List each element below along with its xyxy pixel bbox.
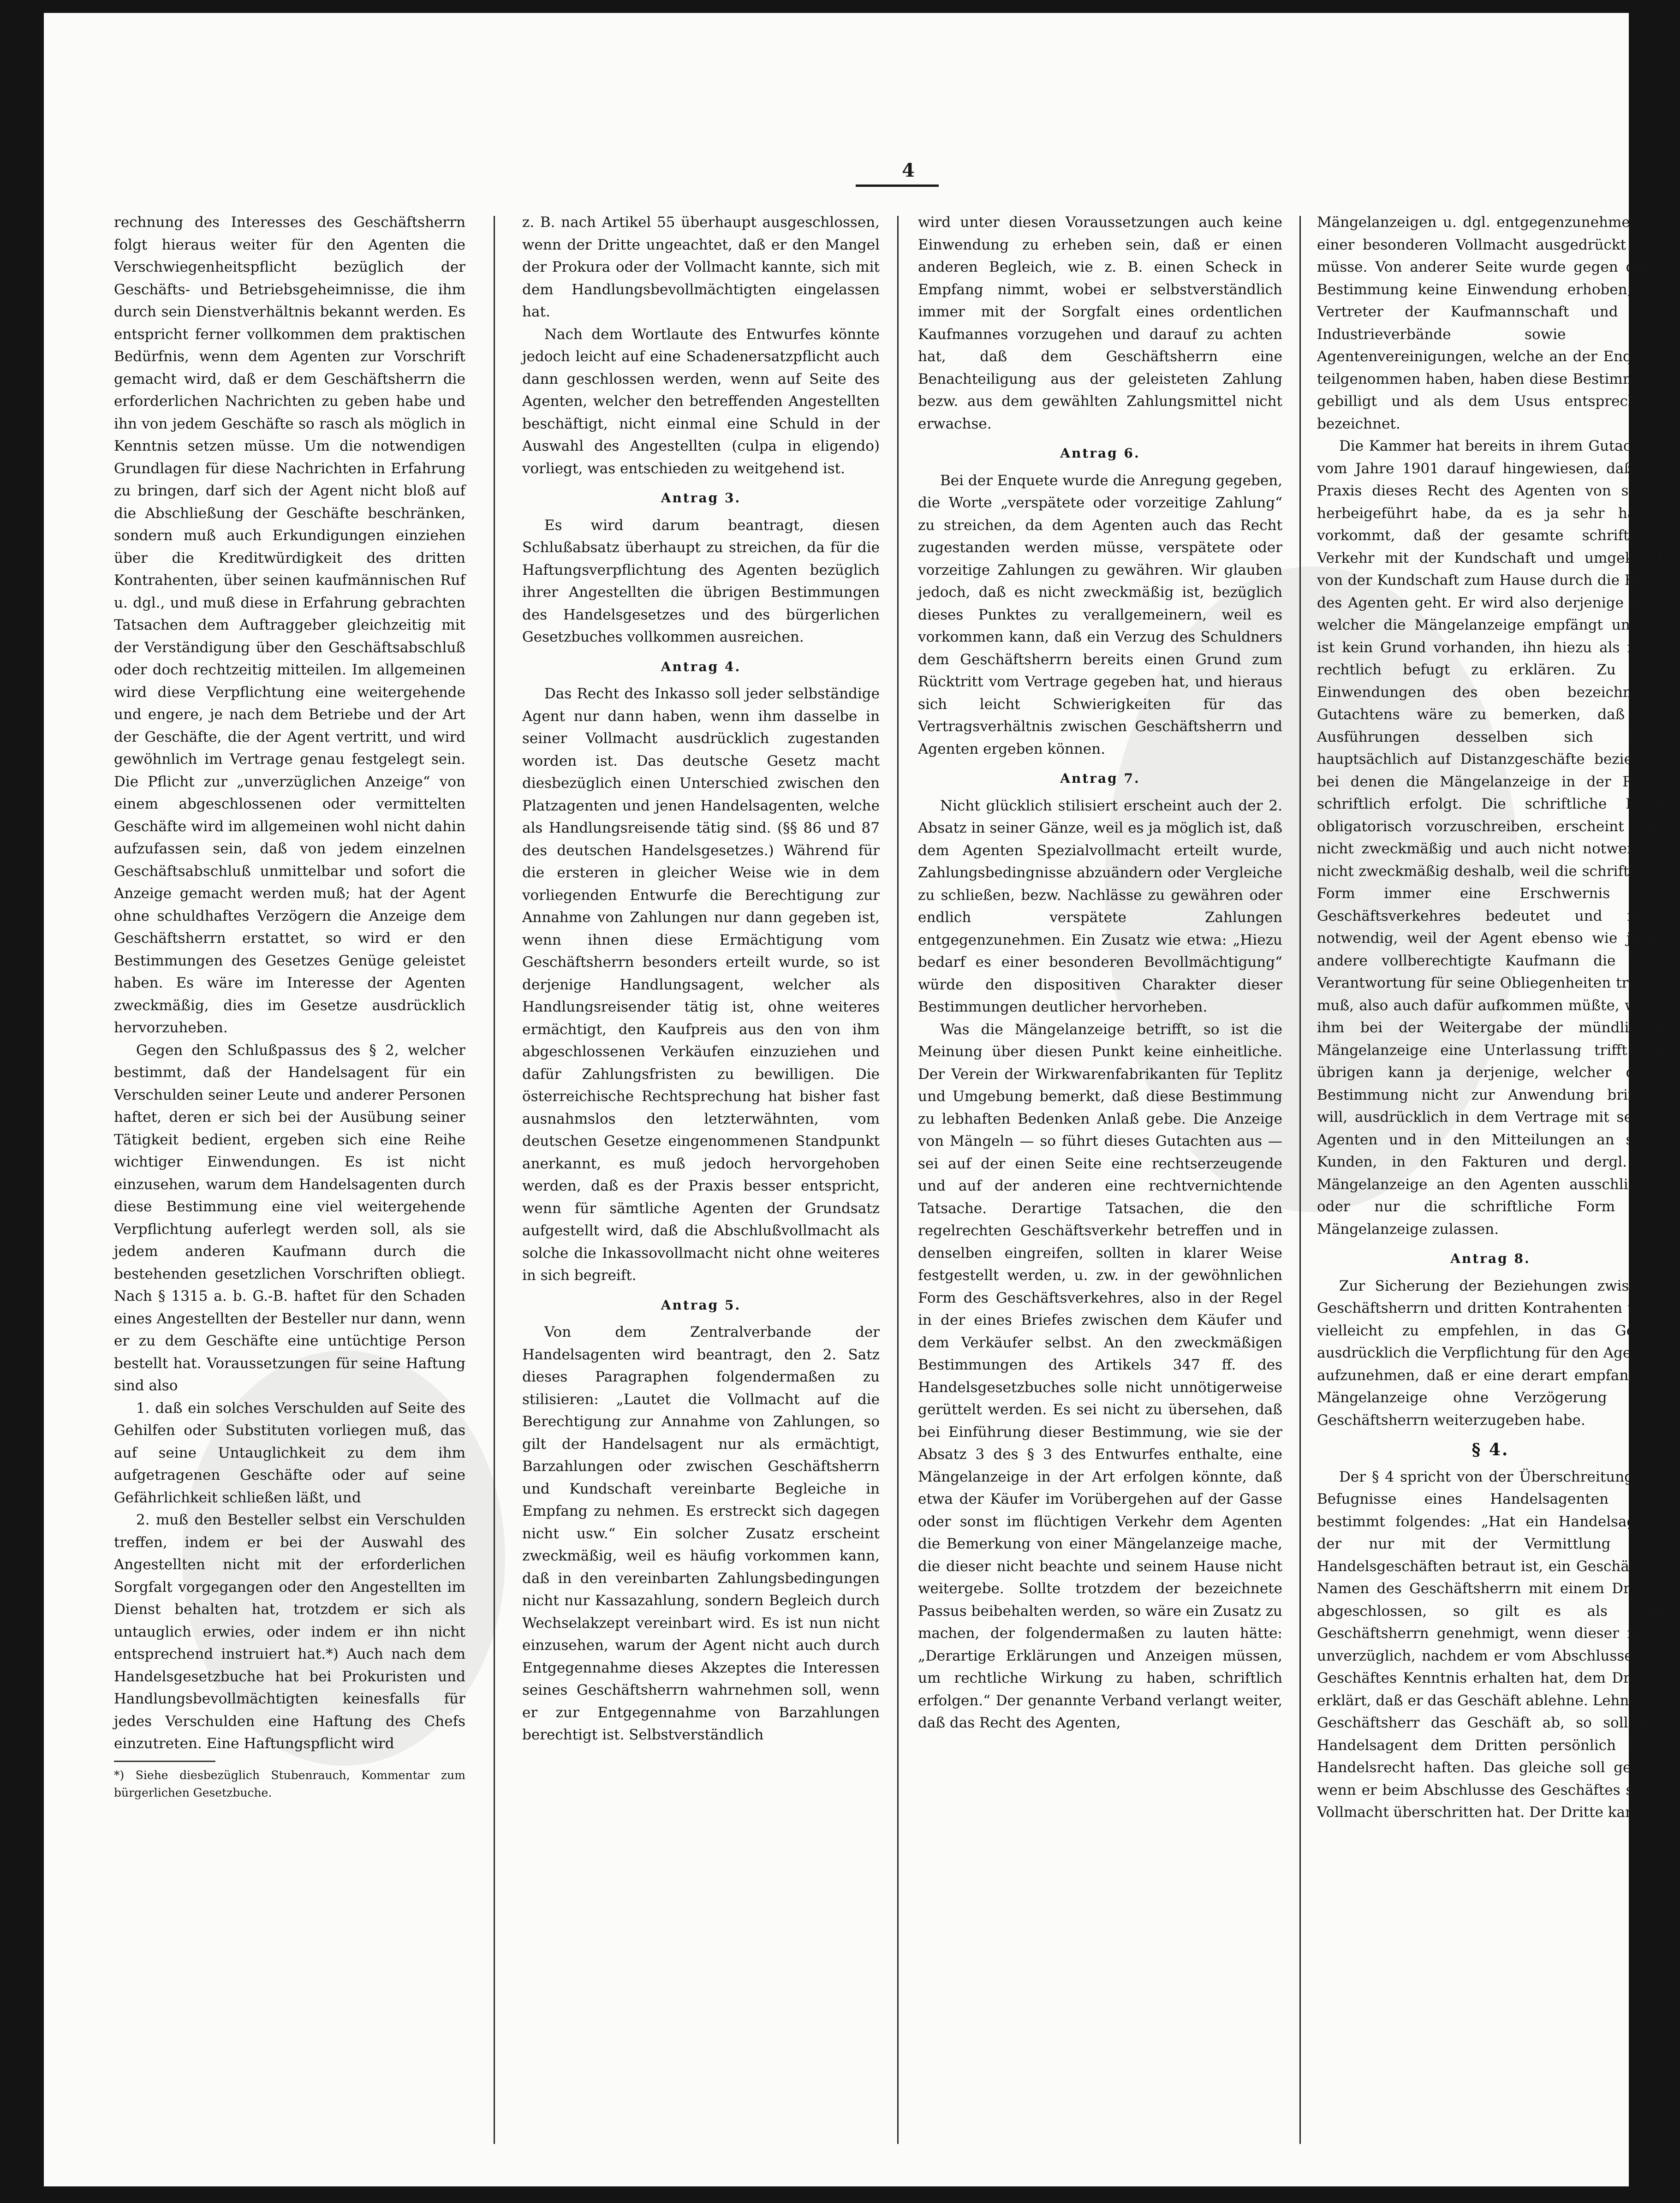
- motion-heading: Antrag 3.: [661, 490, 741, 506]
- paragraph: Gegen den Schlußpassus des § 2, welcher bestimmt, daß der Handelsagent für ein Verschulden seiner Leute und anderer Personen haftet, deren er sich bei der Ausübung seiner Tätigkeit bedient, ergeben sich eine Reihe wichtiger Einwendungen. Es ist nicht einzusehen, warum dem Handelsagenten durch diese Bestimmung eine viel weitergehende Verpflichtung auferlegt werden soll, als sie jedem anderen Kaufmann durch die bestehenden gesetzlichen Vorschriften obliegt. Nach § 1315 a. b. G.-B. haftet für den Schaden eines Angestellten der Besteller nur dann, wenn er zu dem Geschäfte eine untüchtige Person bestellt hat. Voraussetzungen für seine Haftung sind also: [114, 1042, 465, 1394]
- motion-heading: Antrag 7.: [1060, 771, 1140, 786]
- column-separator: [897, 216, 899, 2144]
- motion-heading: Antrag 4.: [661, 659, 741, 674]
- paragraph: z. B. nach Artikel 55 überhaupt ausgeschlossen, wenn der Dritte ungeachtet, daß er den Mangel der Prokura oder der Vollmacht kannte, sich mit dem Handlungsbevollmächtigten eingelassen hat.: [522, 214, 880, 320]
- column-1: [114, 211, 465, 2153]
- footnote-rule: [114, 1761, 215, 1762]
- paragraph: Es wird darum beantragt, diesen Schlußabsatz überhaupt zu streichen, da für die Haftungsverpflichtung des Agenten bezüglich ihrer Angestellten die übrigen Bestimmungen des Handelsgesetzes und des bürgerlichen Gesetzbuches vollkommen ausreichen.: [522, 517, 880, 645]
- paragraph: Nach dem Wortlaute des Entwurfes könnte jedoch leicht auf eine Schadenersatzpflicht auch dann geschlossen werden, wenn auf Seite des Agenten, welcher den betreffenden Angestellten beschäftigt, nicht einmal eine Schuld in der Auswahl des Angestellten (culpa in eligendo) vorliegt, was entschieden zu weitgehend ist.: [522, 326, 880, 477]
- paragraph: wird unter diesen Voraussetzungen auch keine Einwendung zu erheben sein, daß er einen anderen Begleich, wie z. B. einen Scheck in Empfang nimmt, wobei er selbstverständlich immer mit der Sorgfalt eines ordentlichen Kaufmannes vorzugehen und darauf zu achten hat, daß dem Geschäftsherrn eine Benachteiligung aus der geleisteten Zahlung bezw. aus dem gewählten Zahlungsmittel nicht erwachse.: [918, 214, 1282, 432]
- newspaper-page: [44, 13, 1664, 2186]
- paragraph: 1. daß ein solches Verschulden auf Seite des Gehilfen oder Substituten vorliegen muß, das auf seine Untauglichkeit zu dem ihm aufgetragenen Geschäfte oder auf seine Gefährlichkeit schließen läßt, und: [114, 1399, 465, 1506]
- paragraph: rechnung des Interesses des Geschäftsherrn folgt hieraus weiter für den Agenten die Verschwiegenheitspflicht bezüglich der Geschäfts- und Betriebsgeheimnisse, die ihm durch sein Dienstverhältnis bekannt werden. Es entspricht ferner vollkommen dem praktischen Bedürfnis, wenn dem Agenten zur Vorschrift gemacht wird, daß er dem Geschäftsherrn die erforderlichen Nachrichten zu geben habe und ihn von jedem Geschäfte so rasch als möglich in Kenntnis setzen müsse. Um die notwendigen Grundlagen für diese Nachrichten in Erfahrung zu bringen, darf sich der Agent nicht bloß auf die Abschließung der Geschäfte beschränken, sondern muß auch Erkundigungen einziehen über die Kreditwürdigkeit des dritten Kontrahenten, über seinen kaufmännischen Ruf u. dgl., und muß diese in Erfahrung gebrachten Tatsachen dem Auftraggeber gleichzeitig mit der Verständigung über den Geschäftsabschluß oder doch rechtzeitig mitteilen. Im allgemeinen wird diese Verpflichtung eine weitergehende und engere, je nach dem Betriebe und der Art der Geschäfte, die der Agent vertritt, und wird gewöhnlich im Vertrage genau festgelegt sein. Die Pflicht zur „unverzüglichen Anzeige“ von einem abgeschlossenen oder vermittelten Geschäfte wird im allgemeinen wohl nicht dahin aufzufassen sein, daß von jedem einzelnen Geschäftsabschluß unmittelbar und sofort die Anzeige gemacht werden muß; hat der Agent ohne schuldhaftes Verzögern die Anzeige dem Geschäftsherrn erstattet, so wird er den Bestimmungen des Gesetzes Genüge geleistet haben. Es wäre im Interesse der Agenten zweckmäßig, dies im Gesetze ausdrücklich hervorzuheben.: [114, 214, 465, 1036]
- column-3: [918, 211, 1282, 2153]
- paragraph: Zur Sicherung der Beziehungen zwischen Geschäftsherrn und dritten Kontrahenten wäre vielleicht zu empfehlen, in das Gesetz ausdrücklich die Verpflichtung für den Agenten aufzunehmen, daß er eine derart empfangene Mängelanzeige ohne Verzögerung dem Geschäftsherrn weiterzugeben habe.: [1317, 1277, 1664, 1429]
- column-separator: [494, 216, 495, 2144]
- motion-heading: Antrag 6.: [1060, 446, 1140, 461]
- column-4: [1317, 211, 1664, 2153]
- section-heading: § 4.: [1471, 1440, 1509, 1459]
- page-number: 4: [902, 160, 916, 181]
- motion-heading: Antrag 8.: [1450, 1251, 1531, 1266]
- footnote: *) Siehe diesbezüglich Stubenrauch, Kommentar zum bürgerlichen Gesetzbuche.: [114, 1768, 465, 1799]
- paragraph: Von dem Zentralverbande der Handelsagenten wird beantragt, den 2. Satz dieses Paragraphen folgendermaßen zu stilisieren: „Lautet die Vollmacht auf die Berechtigung zur Annahme von Zahlungen, so gilt der Handelsagent nur als ermächtigt, Barzahlungen oder zwischen Geschäftsherrn und Kundschaft vereinbarte Begleiche in Empfang zu nehmen. Es erstreckt sich dagegen nicht usw.“ Ein solcher Zusatz erscheint zweckmäßig, weil es häufig vorkommen kann, daß in den vereinbarten Zahlungsbedingungen nicht nur Kassazahlung, sondern Begleich durch Wechselakzept vereinbart wird. Es ist nun nicht einzusehen, warum der Agent nicht auch durch Entgegennahme dieses Akzeptes die Interessen seines Geschäftsherrn wahrnehmen soll, wenn er zur Entgegennahme von Barzahlungen berechtigt ist. Selbstverständlich: [522, 1324, 880, 1743]
- paragraph: Was die Mängelanzeige betrifft, so ist die Meinung über diesen Punkt keine einheitliche. Der Verein der Wirkwarenfabrikanten für Teplitz und Umgebung bemerkt, daß diese Bestimmung zu lebhaften Bedenken Anlaß gebe. Die Anzeige von Mängeln — so führt dieses Gutachten aus — sei auf der einen Seite eine rechtserzeugende und auf der anderen eine rechtvernichtende Tatsache. Derartige Tatsachen, die den regelrechten Geschäftsverkehr betreffen und in denselben eingreifen, sollten in klarer Weise festgestellt werden, u. zw. in der gewöhnlichen Form des Geschäftsverkehres, also in der Regel in der eines Briefes zwischen dem Käufer und dem Verkäufer selbst. An den zweckmäßigen Bestimmungen des Artikels 347 ff. des Handelsgesetzbuches solle nicht unnötigerweise gerüttelt werden. Es sei nicht zu übersehen, daß bei Einführung dieser Bestimmung, wie sie der Absatz 3 des § 3 des Entwurfes enthalte, eine Mängelanzeige in der Art erfolgen könnte, daß etwa der Käufer im Vorübergehen auf der Gasse oder sonst im flüchtigen Verkehr dem Agenten die Bemerkung von einer Mängelanzeige mache, die dieser nicht beachte und seinem Hause nicht weitergebe. Sollte trotzdem der bezeichnete Passus beibehalten werden, so wäre ein Zusatz zu machen, der folgendermaßen zu lauten hätte: „Derartige Erklärungen und Anzeigen müssen, um rechtliche Wirkung zu haben, schriftlich erfolgen.“ Der genannte Verband verlangt weiter, daß das Recht des Agenten,: [918, 1021, 1282, 1731]
- paragraph: Die Kammer hat bereits in ihrem Gutachten vom Jahre 1901 darauf hingewiesen, daß die Praxis dieses Recht des Agenten von selbst herbeigeführt habe, da es ja sehr häufig vorkommt, daß der gesamte schriftliche Verkehr mit der Kundschaft und umgekehrt von der Kundschaft zum Hause durch die Hand des Agenten geht. Er wird also derjenige sein, welcher die Mängelanzeige empfängt und es ist kein Grund vorhanden, ihn hiezu als nicht rechtlich befugt zu erklären. Zu den Einwendungen des oben bezeichneten Gutachtens wäre zu bemerken, daß die Ausführungen desselben sich wohl hauptsächlich auf Distanzgeschäfte beziehen, bei denen die Mängelanzeige in der Regel schriftlich erfolgt. Die schriftliche Form obligatorisch vorzuschreiben, erscheint uns nicht zweckmäßig und auch nicht notwendig; nicht zweckmäßig deshalb, weil die schriftliche Form immer eine Erschwernis des Geschäftsverkehres bedeutet und nicht notwendig, weil der Agent ebenso wie jeder andere vollberechtigte Kaufmann die volle Verantwortung für seine Obliegenheiten tragen muß, also auch dafür aufkommen müßte, wenn ihm bei der Weitergabe der mündlichen Mängelanzeige eine Unterlassung trifft. Im übrigen kann ja derjenige, welcher diese Bestimmung nicht zur Anwendung bringen will, ausdrücklich in dem Vertrage mit seinen Agenten und in den Mitteilungen an seine Kunden, in den Fakturen und dergl. die Mängelanzeige an den Agenten ausschließen oder nur die schriftliche Form der Mängelanzeige zulassen.: [1317, 438, 1664, 1238]
- paragraph: Nicht glücklich stilisiert erscheint auch der 2. Absatz in seiner Gänze, weil es ja möglich ist, daß dem Agenten Spezialvollmacht erteilt wurde, Zahlungsbedingnisse abzuändern oder Vergleiche zu schließen, bezw. Nachlässe zu gewähren oder endlich verspätete Zahlungen entgegenzunehmen. Ein Zusatz wie etwa: „Hiezu bedarf es einer besonderen Bevollmächtigung“ würde den dispositiven Charakter dieser Bestimmungen deutlicher hervorheben.: [918, 797, 1282, 1015]
- paragraph: 2. muß den Besteller selbst ein Verschulden treffen, indem er bei der Auswahl des Angestellten nicht mit der erforderlichen Sorgfalt vorgegangen oder den Angestellten im Dienst behalten hat, trotzdem er sich als untauglich erwies, oder indem er ihn nicht entsprechend instruiert hat.*) Auch nach dem Handelsgesetzbuche hat bei Prokuristen und Handlungsbevollmächtigten keinesfalls für jedes Verschulden eine Haftung des Chefs einzutreten. Eine Haftungspflicht wird: [114, 1512, 465, 1752]
- motion-heading: Antrag 5.: [661, 1297, 741, 1313]
- paragraph: Der § 4 spricht von der Überschreitung der Befugnisse eines Handelsagenten und bestimmt folgendes: „Hat ein Handelsagent, der nur mit der Vermittlung von Handelsgeschäften betraut ist, ein Geschäft im Namen des Geschäftsherrn mit einem Dritten abgeschlossen, so gilt es als vom Geschäftsherrn genehmigt, wenn dieser nicht unverzüglich, nachdem er vom Abschlusse des Geschäftes Kenntnis erhalten hat, dem Dritten erklärt, daß er das Geschäft ablehne. Lehnt der Geschäftsherr das Geschäft ab, so soll der Handelsagent dem Dritten persönlich nach Handelsrecht haften. Das gleiche soll gelten, wenn er beim Abschlusse des Geschäftes seine Vollmacht überschritten hat. Der Dritte kann: [1317, 1468, 1664, 1821]
- page-number-rule: [856, 185, 939, 187]
- paragraph: Mängelanzeigen u. dgl. entgegenzunehmen, in einer besonderen Vollmacht ausgedrückt sein müsse. Von anderer Seite wurde gegen diese Bestimmung keine Einwendung erhoben; die Vertreter der Kaufmannschaft und der Industrieverbände sowie der Agentenvereinigungen, welche an der Enquete teilgenommen haben, haben diese Bestimmung gebilligt und als dem Usus entsprechend bezeichnet.: [1317, 214, 1664, 432]
- column-2: [522, 211, 880, 2153]
- column-separator: [1299, 216, 1301, 2144]
- paragraph: Das Recht des Inkasso soll jeder selbständige Agent nur dann haben, wenn ihm dasselbe in seiner Vollmacht ausdrücklich zugestanden worden ist. Das deutsche Gesetz macht diesbezüglich einen Unterschied zwischen den Platzagenten und jenen Handelsagenten, welche als Handlungsreisende tätig sind. (§§ 86 und 87 des deutschen Handelsgesetzes.) Während für die ersteren in gleicher Weise wie in dem vorliegenden Entwurfe die Berechtigung zur Annahme von Zahlungen nur dann gegeben ist, wenn ihnen diese Ermächtigung vom Geschäftsherrn besonders erteilt wurde, so ist derjenige Handlungsagent, welcher als Handlungsreisender tätig ist, ohne weiteres ermächtigt, den Kaufpreis aus den von ihm abgeschlossenen Verkäufen einzuziehen und dafür Zahlungsfristen zu bewilligen. Die österreichische Rechtsprechung hat bisher fast ausnahmslos den letzterwähnten, vom deutschen Gesetze eingenommenen Standpunkt anerkannt, es muß jedoch hervorgehoben werden, daß es der Praxis besser entspricht, wenn für sämtliche Agenten der Grundsatz aufgestellt wird, daß die Abschlußvollmacht als solche die Inkassovollmacht nicht ohne weiteres in sich begreift.: [522, 685, 880, 1284]
- paragraph: Bei der Enquete wurde die Anregung gegeben, die Worte „verspätete oder vorzeitige Zahlung“ zu streichen, da dem Agenten auch das Recht zugestanden werden müsse, verspätete oder vorzeitige Zahlungen zu gewähren. Wir glauben jedoch, daß es nicht zweckmäßig ist, bezüglich dieses Punktes zu verallgemeinern, weil es vorkommen kann, daß ein Verzug des Schuldners dem Geschäftsherrn bereits einen Grund zum Rücktritt vom Vertrage gegeben hat, und hieraus sich leicht Schwierigkeiten für das Vertragsverhältnis zwischen Geschäftsherrn und Agenten ergeben können.: [918, 472, 1282, 757]
